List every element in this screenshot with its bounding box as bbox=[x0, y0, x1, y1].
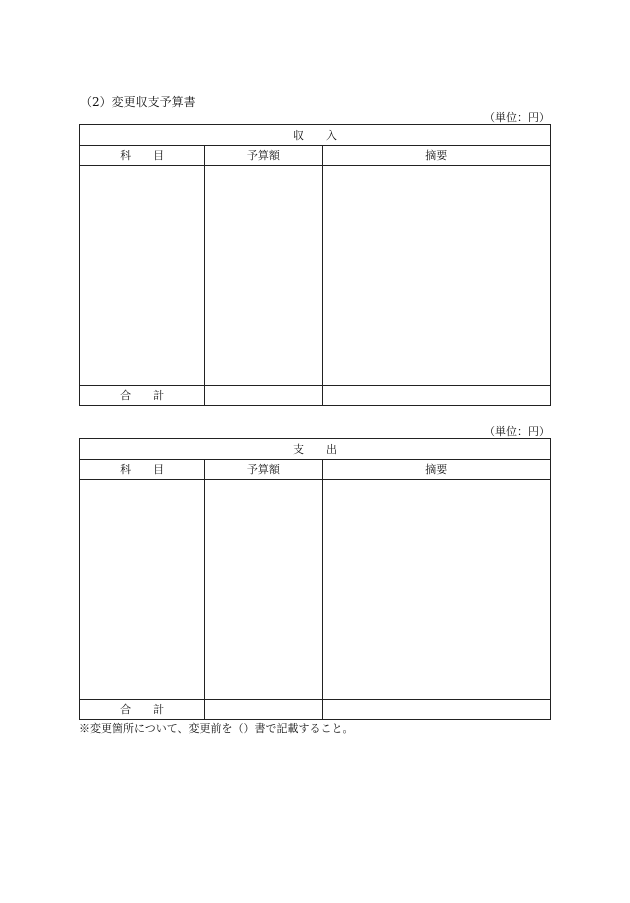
expense-column-note: 摘要 bbox=[322, 460, 551, 480]
unit-label-income: （単位：円） bbox=[484, 111, 550, 124]
income-section-title: 収 入 bbox=[80, 125, 551, 146]
expense-budget-table bbox=[79, 438, 551, 720]
expense-column-item: 科 目 bbox=[80, 460, 205, 480]
expense-total-row bbox=[80, 700, 551, 720]
income-total-row bbox=[80, 386, 551, 406]
income-total-note-cell bbox=[322, 386, 551, 406]
expense-note-cell bbox=[322, 480, 551, 700]
income-total-label: 合 計 bbox=[80, 386, 205, 406]
income-budget-table bbox=[79, 124, 551, 406]
expense-total-note-cell bbox=[322, 700, 551, 720]
income-column-amount: 予算額 bbox=[205, 146, 322, 166]
expense-header-row bbox=[80, 460, 551, 480]
expense-item-cell bbox=[80, 480, 205, 700]
income-total-amount-cell bbox=[205, 386, 322, 406]
income-section-row bbox=[80, 125, 551, 146]
expense-total-label: 合 計 bbox=[80, 700, 205, 720]
income-note-cell bbox=[322, 166, 551, 386]
income-header-row bbox=[80, 146, 551, 166]
expense-entry-area bbox=[80, 480, 551, 700]
income-entry-area bbox=[80, 166, 551, 386]
footnote: ※変更箇所について、変更前を（）書で記載すること。 bbox=[79, 722, 354, 735]
expense-column-amount: 予算額 bbox=[205, 460, 322, 480]
income-column-item: 科 目 bbox=[80, 146, 205, 166]
document-title: （2）変更収支予算書 bbox=[80, 95, 196, 109]
income-item-cell bbox=[80, 166, 205, 386]
income-amount-cell bbox=[205, 166, 322, 386]
expense-section-row bbox=[80, 439, 551, 460]
expense-total-amount-cell bbox=[205, 700, 322, 720]
expense-amount-cell bbox=[205, 480, 322, 700]
income-column-note: 摘要 bbox=[322, 146, 551, 166]
expense-section-title: 支 出 bbox=[80, 439, 551, 460]
unit-label-expense: （単位：円） bbox=[484, 425, 550, 438]
